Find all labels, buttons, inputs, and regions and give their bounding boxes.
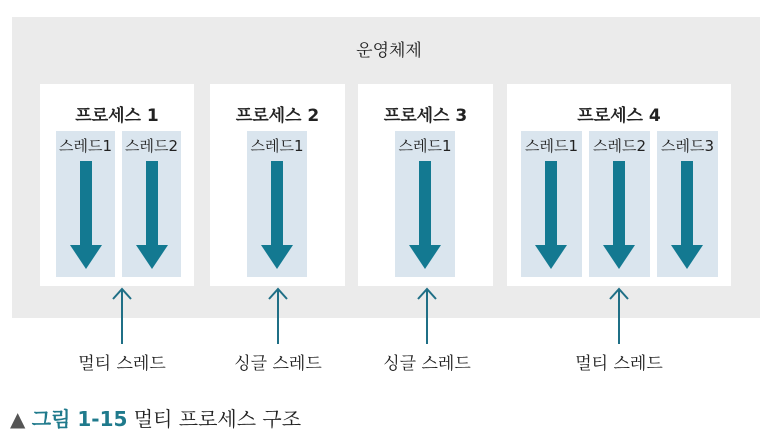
process-4-box: [507, 84, 731, 286]
thread-down-arrow-icon: [395, 131, 455, 277]
thread-down-arrow-icon: [657, 131, 718, 277]
figure-number: 그림 1-15: [31, 407, 128, 431]
thread-down-arrow-icon: [122, 131, 181, 277]
thread-down-arrow-icon: [521, 131, 582, 277]
thread-down-arrow-icon: [589, 131, 650, 277]
process-3-title: 프로세스 3: [383, 106, 468, 126]
bottom-label-single-thread-1: 싱글 스레드: [234, 354, 322, 374]
figure-title: 멀티 프로세스 구조: [133, 407, 302, 431]
bottom-label-multi-thread-2: 멀티 스레드: [575, 354, 663, 374]
process-3-thread-1: [395, 131, 455, 277]
thread-label: 스레드1: [524, 137, 578, 155]
connector-up-arrow-icon: [415, 286, 439, 346]
thread-label: 스레드3: [660, 137, 714, 155]
process-1-thread-1: [56, 131, 115, 277]
connector-up-arrow-icon: [266, 286, 290, 346]
process-1-title: 프로세스 1: [75, 106, 159, 126]
process-4-title: 프로세스 4: [577, 106, 661, 126]
os-label: 운영체제: [356, 41, 422, 61]
process-2-thread-1: [247, 131, 307, 277]
process-4-thread-1: [521, 131, 582, 277]
figure-caption: [10, 403, 301, 432]
thread-label: 스레드2: [592, 137, 646, 155]
thread-label: 스레드1: [250, 137, 304, 155]
process-1-thread-2: [122, 131, 181, 277]
bottom-label-multi-thread-1: 멀티 스레드: [78, 354, 166, 374]
process-4-thread-2: [589, 131, 650, 277]
thread-down-arrow-icon: [247, 131, 307, 277]
triangle-marker-icon: ▲: [10, 407, 26, 431]
bottom-label-single-thread-2: 싱글 스레드: [383, 354, 471, 374]
process-2-title: 프로세스 2: [235, 106, 320, 126]
connector-up-arrow-icon: [607, 286, 631, 346]
connector-up-arrow-icon: [110, 286, 134, 346]
process-1-box: [40, 84, 194, 286]
process-2-box: [210, 84, 345, 286]
thread-label: 스레드1: [398, 137, 452, 155]
process-3-box: [358, 84, 493, 286]
thread-label: 스레드1: [58, 137, 112, 155]
thread-down-arrow-icon: [56, 131, 115, 277]
thread-label: 스레드2: [124, 137, 178, 155]
process-4-thread-3: [657, 131, 718, 277]
